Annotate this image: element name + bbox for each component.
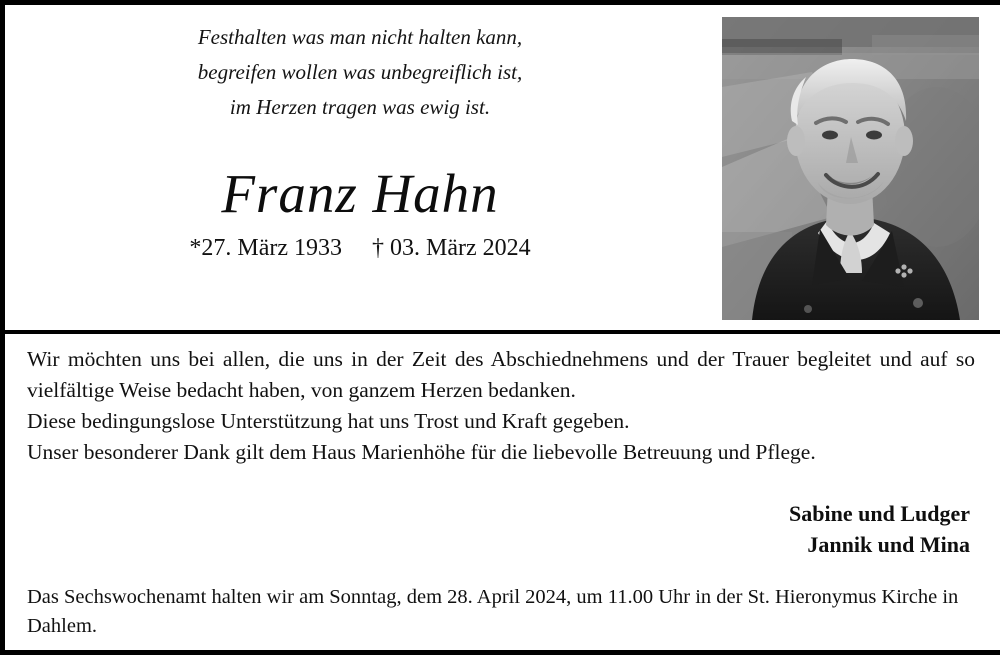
signature-line-2: Jannik und Mina bbox=[807, 532, 970, 557]
service-announcement-text: Das Sechswochenamt halten wir am Sonntag, dem 28. April 2024, um 11.00 Uhr in der St. Hieronymus Kirche in Dahlem. bbox=[27, 586, 959, 637]
signature-line-1: Sabine und Ludger bbox=[789, 501, 970, 526]
verse-line-1: Festhalten was man nicht halten kann, bbox=[197, 25, 523, 49]
memorial-verse bbox=[120, 20, 600, 125]
birth-date: *27. März 1933 bbox=[189, 235, 342, 261]
portrait-photo bbox=[722, 17, 979, 320]
thank-you-text bbox=[27, 344, 975, 468]
left-border bbox=[0, 0, 5, 655]
body-paragraph-3: Unser besonderer Dank gilt dem Haus Marienhöhe für die liebevolle Betreuung und Pflege. bbox=[27, 440, 816, 464]
verse-line-2: begreifen wollen was unbegreiflich ist, bbox=[197, 60, 523, 84]
verse-line-3: im Herzen tragen was ewig ist. bbox=[229, 95, 491, 119]
family-signature bbox=[470, 498, 970, 560]
body-paragraph-1: Wir möchten uns bei allen, die uns in der Zeit des Abschiednehmens und der Trauer begleitet und auf so vielfältige Weise bedacht haben, von ganzem Herzen bedanken. bbox=[27, 347, 975, 402]
body-paragraph-2: Diese bedingungslose Unterstützung hat uns Trost und Kraft gegeben. bbox=[27, 409, 630, 433]
deceased-name: Franz Hahn bbox=[221, 163, 499, 224]
death-date: † 03. März 2024 bbox=[372, 235, 531, 261]
top-border bbox=[0, 0, 1000, 5]
section-divider bbox=[5, 330, 1000, 334]
service-announcement bbox=[27, 583, 977, 641]
life-dates bbox=[110, 235, 610, 262]
bottom-border bbox=[0, 650, 1000, 655]
